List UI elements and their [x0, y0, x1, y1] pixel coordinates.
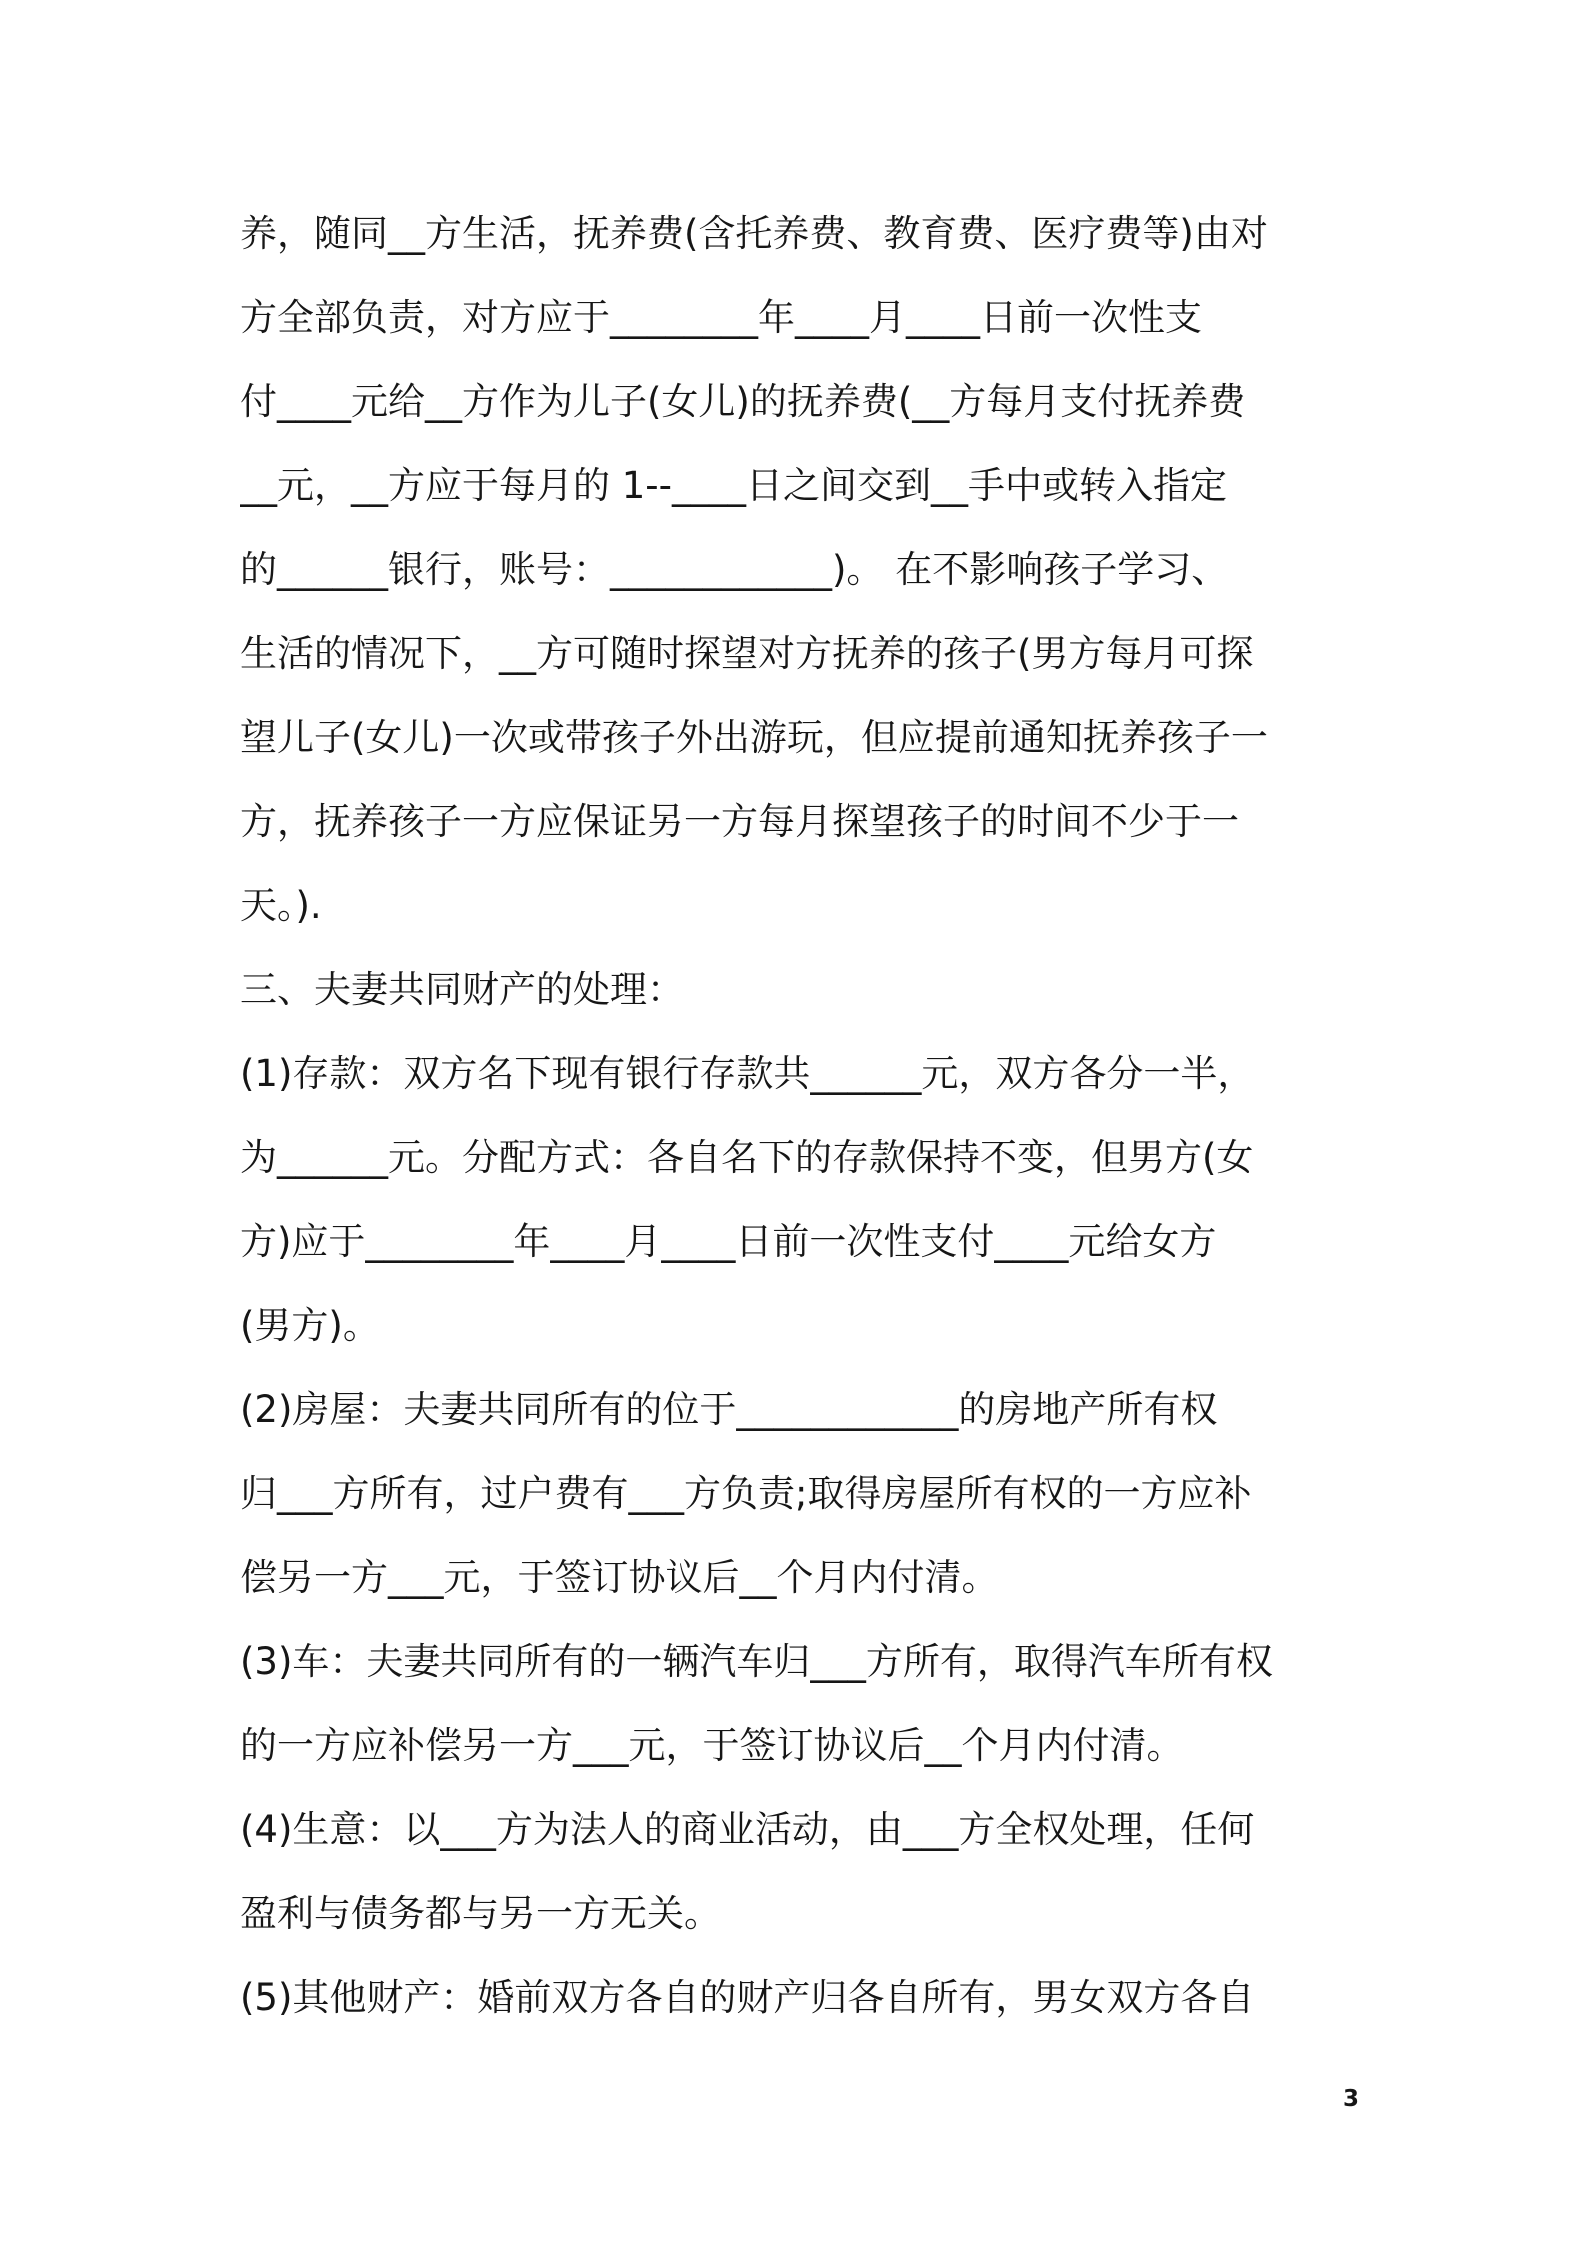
- text-line: (1)存款：双方名下现有银行存款共______元，双方各分一半，: [240, 1052, 1255, 1095]
- text-line: 的一方应补偿另一方___元，于签订协议后__个月内付清。: [240, 1724, 1184, 1767]
- text-line: 盈利与债务都与另一方无关。: [240, 1892, 721, 1935]
- text-line: (4)生意：以___方为法人的商业活动，由___方全权处理，任何: [240, 1808, 1255, 1851]
- text-line: 望儿子(女儿)一次或带孩子外出游玩，但应提前通知抚养孩子一: [240, 716, 1268, 759]
- text-line: 付____元给__方作为儿子(女儿)的抚养费(__方每月支付抚养费: [240, 380, 1246, 423]
- text-line: 方全部负责，对方应于________年____月____日前一次性支: [240, 296, 1202, 339]
- section-heading: 三、夫妻共同财产的处理：: [240, 968, 684, 1011]
- document-body: [240, 192, 1362, 2040]
- text-line: (2)房屋：夫妻共同所有的位于____________的房地产所有权: [240, 1388, 1218, 1431]
- text-line: 生活的情况下，__方可随时探望对方抚养的孩子(男方每月可探: [240, 632, 1254, 675]
- text-line: 归___方所有，过户费有___方负责;取得房屋所有权的一方应补: [240, 1472, 1252, 1515]
- text-line: __元，__方应于每月的 1--____日之间交到__手中或转入指定: [240, 464, 1228, 507]
- text-line: (5)其他财产：婚前双方各自的财产归各自所有，男女双方各自: [240, 1976, 1255, 2019]
- text-line: 的______银行，账号：____________)。 在不影响孩子学习、: [240, 548, 1229, 591]
- text-line: 为______元。分配方式：各自名下的存款保持不变，但男方(女: [240, 1136, 1254, 1179]
- text-line: 天。).: [240, 884, 322, 927]
- text-line: (3)车：夫妻共同所有的一辆汽车归___方所有，取得汽车所有权: [240, 1640, 1273, 1683]
- text-line: 方，抚养孩子一方应保证另一方每月探望孩子的时间不少于一: [240, 800, 1239, 843]
- text-line: 方)应于________年____月____日前一次性支付____元给女方: [240, 1220, 1217, 1263]
- text-line: 偿另一方___元，于签订协议后__个月内付清。: [240, 1556, 999, 1599]
- page-number: 3: [1342, 2086, 1359, 2112]
- text-line: 养，随同__方生活，抚养费(含托养费、教育费、医疗费等)由对: [240, 212, 1268, 255]
- text-line: (男方)。: [240, 1304, 380, 1347]
